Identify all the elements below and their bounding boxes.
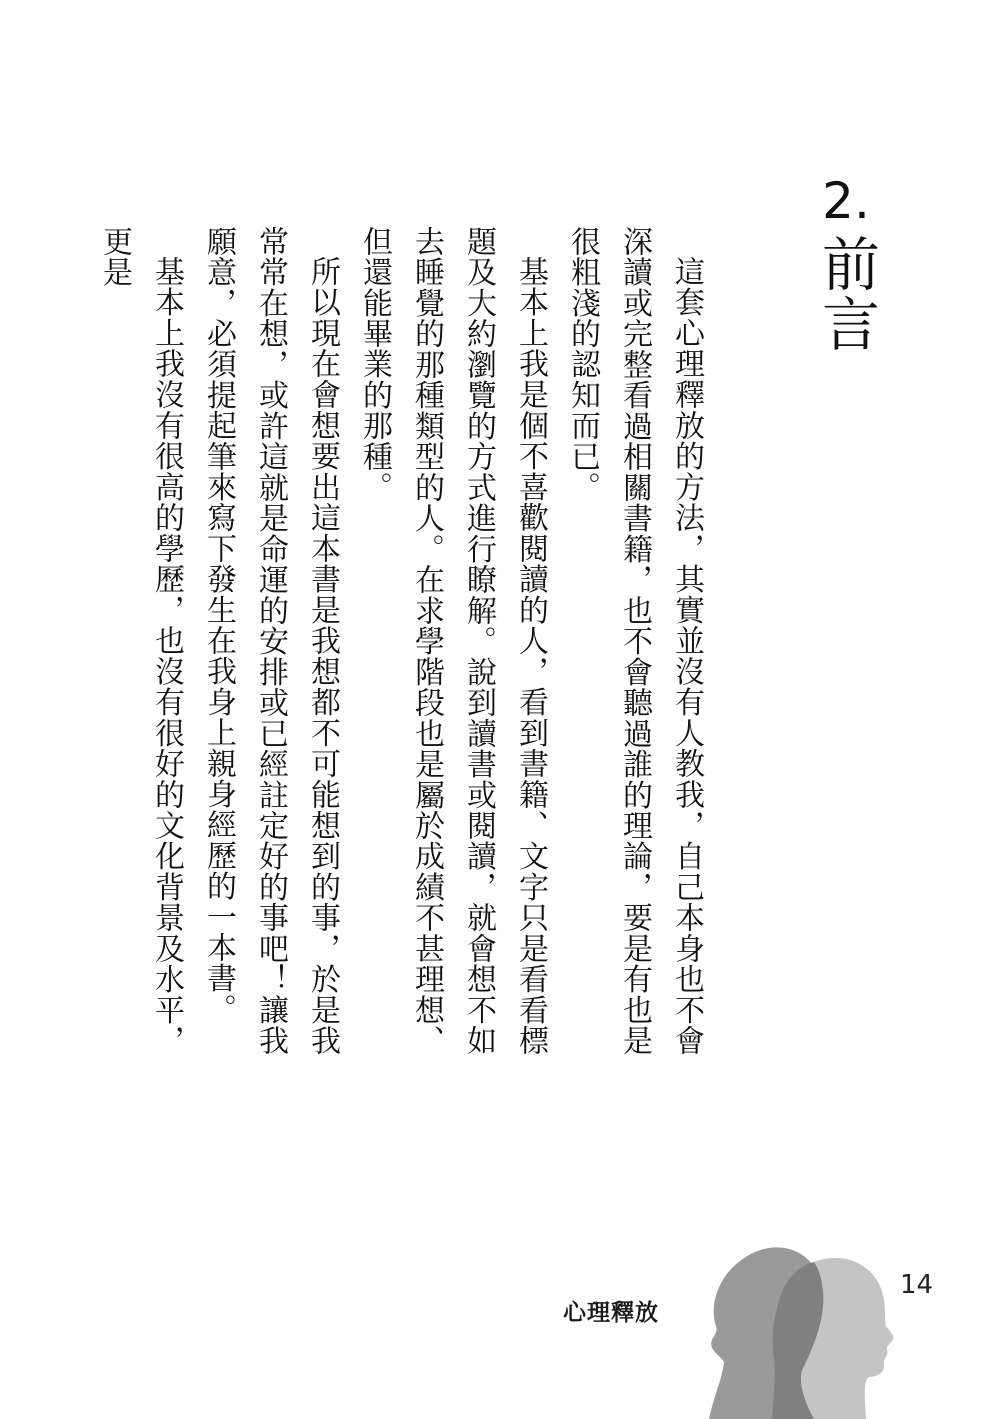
page-number: 14 xyxy=(900,1270,934,1300)
paragraph-4: 基本上我沒有很高的學歷，也沒有很好的文化背景及水平，更是 xyxy=(97,226,184,1056)
paragraph-1: 這套心理釋放的方法，其實並沒有人教我，自己本身也不會深讀或完整看過相關書籍，也不會聽過誰的理論，要是有也是很粗淺的認知而已。 xyxy=(565,226,704,1056)
body-text xyxy=(88,226,712,1056)
footer-book-title: 心理釋放 xyxy=(563,1300,659,1326)
chapter-number: 2. xyxy=(822,172,870,230)
paragraph-2: 基本上我是個不喜歡閱讀的人，看到書籍、文字只是看看標題及大約瀏覽的方式進行瞭解。說到讀書或閱讀，就會想不如去睡覺的那種類型的人。在求學階段也是屬於成績不甚理想、但還能畢業的那種。 xyxy=(357,226,548,1056)
chapter-heading xyxy=(810,172,882,354)
chapter-title: 前言 xyxy=(812,234,880,354)
paragraph-3: 所以現在會想要出這本書是我想都不可能想到的事，於是我常常在想，或許這就是命運的安排或已經註定好的事吧！讓我願意，必須提起筆來寫下發生在我身上親身經歷的一本書。 xyxy=(201,226,340,1056)
head-silhouette-icon xyxy=(694,1240,904,1419)
